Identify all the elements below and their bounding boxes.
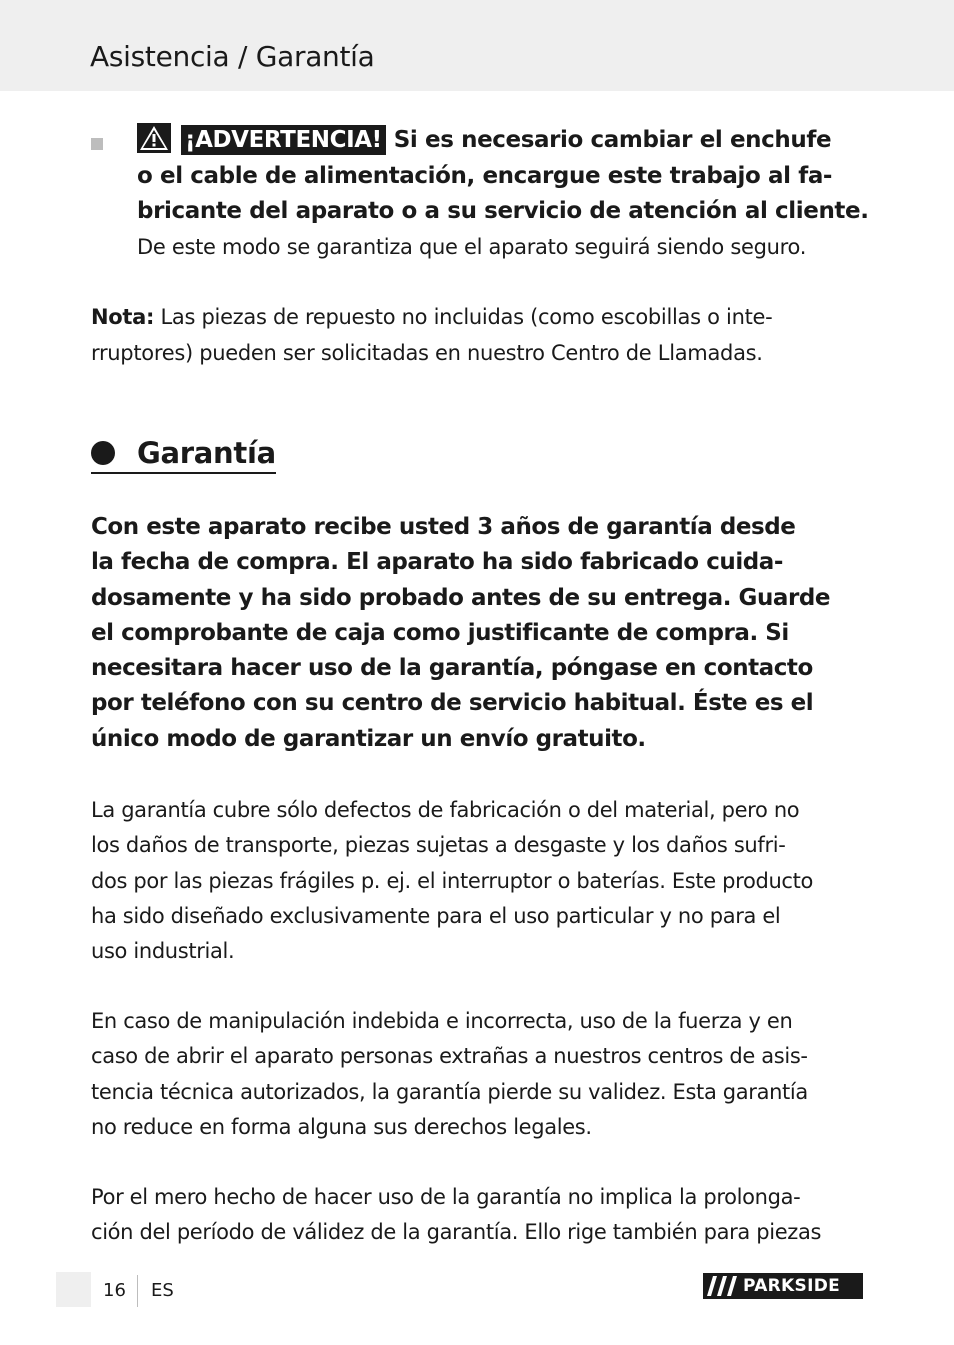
paragraph-line: La garantía cubre sólo defectos de fabricación o del material, pero no (91, 798, 800, 822)
warning-text: Si es necesario cambiar el enchufe (393, 127, 832, 153)
note-text-line: Las piezas de repuesto no incluidas (como escobillas o inte- (160, 305, 773, 329)
section-title: Garantía (137, 436, 276, 470)
warning-triangle-icon (137, 123, 171, 153)
paragraph-line: Por el mero hecho de hacer uso de la garantía no implica la prolonga- (91, 1185, 801, 1209)
paragraph-line: caso de abrir el aparato personas extrañas a nuestros centros de asis- (91, 1044, 808, 1069)
paragraph-line: ción del período de válidez de la garantía. Ello rige también para piezas (91, 1220, 822, 1245)
brand-logo (703, 1273, 863, 1299)
note-label: Nota: (91, 305, 155, 329)
paragraph-line: dos por las piezas frágiles p. ej. el interruptor o baterías. Este producto (91, 868, 813, 893)
warning-line-3: bricante del aparato o a su servicio de atención al cliente. (137, 198, 869, 224)
paragraph-line: por teléfono con su centro de servicio habitual. Éste es el (91, 690, 814, 717)
paragraph-line: el comprobante de caja como justificante de compra. Si (91, 619, 789, 646)
warranty-bold-paragraph (91, 510, 881, 757)
paragraph-line: tencia técnica autorizados, la garantía pierde su validez. Esta garantía (91, 1079, 808, 1104)
filled-circle-icon (91, 441, 115, 465)
paragraph-line: dosamente y ha sido probado antes de su entrega. Guarde (91, 584, 831, 611)
warning-line-2: o el cable de alimentación, encargue este trabajo al fa- (137, 162, 833, 189)
square-bullet-icon (91, 138, 103, 150)
paragraph-line: no reduce en forma alguna sus derechos legales. (91, 1114, 592, 1139)
note-text-line: rruptores) pueden ser solicitadas en nuestro Centro de Llamadas. (91, 340, 763, 365)
paragraph-line: único modo de garantizar un envío gratuito. (91, 725, 646, 752)
note-paragraph (91, 300, 871, 371)
warning-block (137, 123, 877, 265)
paragraph-line: Con este aparato recibe usted 3 años de garantía desde (91, 514, 796, 540)
page-number: 16 (103, 1280, 126, 1301)
page-header-title: Asistencia / Garantía (90, 40, 375, 73)
brand-name: PARKSIDE (743, 1276, 841, 1296)
footer-marker (56, 1272, 91, 1307)
warranty-void-paragraph (91, 1004, 881, 1145)
logo-stripes-icon (707, 1276, 739, 1296)
paragraph-line: uso industrial. (91, 939, 235, 964)
paragraph-line: En caso de manipulación indebida e incorrecta, uso de la fuerza y en (91, 1009, 793, 1033)
paragraph-line: la fecha de compra. El aparato ha sido fabricado cuida- (91, 549, 783, 576)
paragraph-line: los daños de transporte, piezas sujetas a desgaste y los daños sufri- (91, 833, 786, 858)
paragraph-line: ha sido diseñado exclusivamente para el uso particular y no para el (91, 903, 781, 928)
paragraph-line: necesitara hacer uso de la garantía, póngase en contacto (91, 655, 813, 682)
warning-badge: ¡ADVERTENCIA! (181, 125, 386, 155)
language-code: ES (151, 1280, 174, 1301)
section-heading (91, 436, 276, 474)
footer-divider (137, 1275, 138, 1307)
warranty-coverage-paragraph (91, 793, 881, 969)
warranty-period-paragraph (91, 1180, 881, 1251)
warning-plain-text: De este modo se garantiza que el aparato seguirá siendo seguro. (137, 234, 807, 259)
warning-line-1 (137, 123, 877, 159)
